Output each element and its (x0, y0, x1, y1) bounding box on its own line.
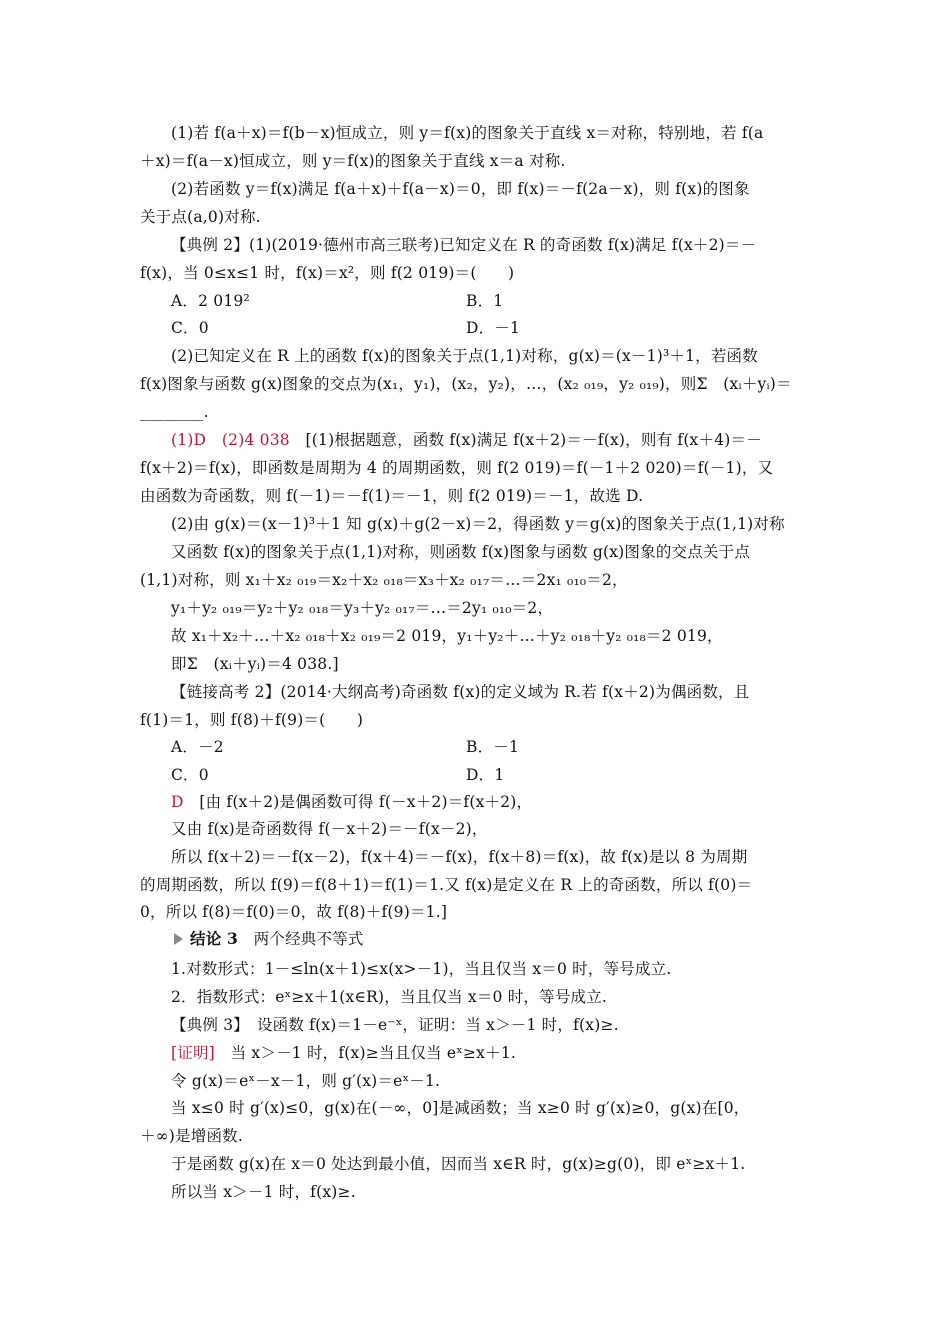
text-line: 0，所以 f(8)＝f(0)＝0，故 f(8)＋f(9)＝1.] (140, 903, 448, 921)
section-heading (190, 929, 364, 949)
choice-b: B．－1 (466, 738, 520, 756)
proof-label: [证明] (171, 1044, 215, 1062)
text-line: f(x)图象与函数 g(x)图象的交点为(x₁，y₁)，(x₂，y₂)，…，(x₂ ₀₁₉，y₂ ₀₁₉)，则Σ (xᵢ＋yᵢ)＝ (140, 375, 792, 393)
solution-text: [由 f(x＋2)是偶函数可得 f(－x＋2)＝f(x＋2)， (183, 793, 533, 811)
text-line: (2)由 g(x)＝(x－1)³＋1 知 g(x)＋g(2－x)＝2，得函数 y＝g(x)的图象关于点(1,1)对称 (171, 515, 785, 533)
text-line: 的周期函数，所以 f(9)＝f(8＋1)＝f(1)＝1.又 f(x)是定义在 R 上的奇函数，所以 f(0)＝ (140, 876, 753, 894)
choice-d: D．－1 (466, 319, 521, 337)
section-title: 两个经典不等式 (237, 930, 364, 948)
section-tag: 结论 3 (190, 929, 238, 948)
text-line: 令 g(x)＝eˣ－x－1，则 g′(x)＝eˣ－1. (171, 1072, 441, 1090)
text-line: 于是函数 g(x)在 x＝0 处达到最小值，因而当 x∈R 时，g(x)≥g(0)，即 eˣ≥x＋1. (171, 1155, 746, 1173)
text-line: 故 x₁＋x₂＋…＋x₂ ₀₁₈＋x₂ ₀₁₉＝2 019，y₁＋y₂＋…＋y₂ ₀₁₈＋y₂ ₀₁₈＝2 019， (171, 627, 723, 645)
text-line: f(x)，当 0≤x≤1 时，f(x)＝x²，则 f(2 019)＝( ) (140, 264, 515, 282)
text-line: 当 x≤0 时 g′(x)≤0，g(x)在(－∞，0]是减函数；当 x≥0 时 g′(x)≥0，g(x)在[0， (171, 1099, 750, 1117)
text-line: (2)若函数 y＝f(x)满足 f(a＋x)＋f(a－x)＝0，即 f(x)＝－f(2a－x)，则 f(x)的图象 (171, 180, 750, 198)
solution-text: [(1)根据题意，函数 f(x)满足 f(x＋2)＝－f(x)，则有 f(x＋4)＝－ (289, 431, 762, 449)
text-line: 所以 f(x＋2)＝－f(x－2)，f(x＋4)＝－f(x)，f(x＋8)＝f(x)，故 f(x)是以 8 为周期 (171, 848, 748, 866)
text-line: ＋x)＝f(a－x)恒成立，则 y＝f(x)的图象关于直线 x＝a 对称. (140, 152, 566, 170)
text-line: 又函数 f(x)的图象关于点(1,1)对称，则函数 f(x)图象与函数 g(x)图象的交点关于点 (171, 543, 751, 561)
choice-d: D．1 (466, 766, 505, 784)
solution-line (171, 792, 532, 812)
text-line: 由函数为奇函数，则 f(－1)＝－f(1)＝－1，则 f(2 019)＝－1，故选 D. (140, 487, 644, 505)
solution-line (171, 430, 762, 450)
proof-line (171, 1043, 516, 1063)
text-line: (1)若 f(a＋x)＝f(b－x)恒成立，则 y＝f(x)的图象关于直线 x＝对称，特别地，若 f(a (171, 124, 764, 142)
example-heading: 【链接高考 2】(2014·大纲高考)奇函数 f(x)的定义域为 R.若 f(x＋2)为偶函数，且 (171, 683, 750, 701)
text-line: 所以当 x＞－1 时，f(x)≥. (171, 1183, 356, 1201)
answer-label: D (171, 793, 184, 811)
text-line: (1,1)对称，则 x₁＋x₂ ₀₁₉＝x₂＋x₂ ₀₁₈＝x₃＋x₂ ₀₁₇＝…＝2x₁ ₀₁₀＝2， (140, 571, 628, 589)
answer-blank: ________. (140, 403, 209, 421)
text-line: f(x＋2)＝f(x)，即函数是周期为 4 的周期函数，则 f(2 019)＝f(－1＋2 020)＝f(－1)，又 (140, 459, 774, 477)
choice-b: B．1 (466, 292, 504, 310)
text-line: ＋∞)是增函数. (140, 1127, 243, 1145)
text-line: f(1)＝1，则 f(8)＋f(9)＝( ) (140, 711, 364, 729)
text-line: 即Σ (xᵢ＋yᵢ)＝4 038.] (171, 655, 339, 673)
text-line: 又由 f(x)是奇函数得 f(－x＋2)＝－f(x－2)， (171, 820, 488, 838)
answer-label: (1)D (2)4 038 (171, 431, 290, 449)
choice-a: A．－2 (171, 738, 224, 756)
text-line: (2)已知定义在 R 上的函数 f(x)的图象关于点(1,1)对称，g(x)＝(x－1)³＋1，若函数 (171, 347, 758, 365)
section-marker-icon (174, 933, 183, 945)
text-line: 2．指数形式：eˣ≥x＋1(x∈R)，当且仅当 x＝0 时，等号成立. (171, 988, 608, 1006)
example-heading: 【典例 3】 设函数 f(x)＝1－e⁻ˣ，证明：当 x＞－1 时，f(x)≥. (171, 1016, 619, 1034)
text-line: 关于点(a,0)对称. (140, 208, 261, 226)
text-line: y₁＋y₂ ₀₁₉＝y₂＋y₂ ₀₁₈＝y₃＋y₂ ₀₁₇＝…＝2y₁ ₀₁₀＝2， (171, 599, 554, 617)
choice-c: C．0 (171, 319, 209, 337)
choice-c: C．0 (171, 766, 209, 784)
choice-a: A．2 019² (171, 292, 250, 310)
text-line: 1.对数形式：1－≤ln(x＋1)≤x(x>－1)，当且仅当 x＝0 时，等号成立. (171, 960, 672, 978)
proof-text: 当 x＞－1 时，f(x)≥当且仅当 eˣ≥x＋1. (214, 1044, 517, 1062)
example-heading: 【典例 2】(1)(2019·德州市高三联考)已知定义在 R 的奇函数 f(x)满足 f(x＋2)＝－ (171, 236, 757, 254)
